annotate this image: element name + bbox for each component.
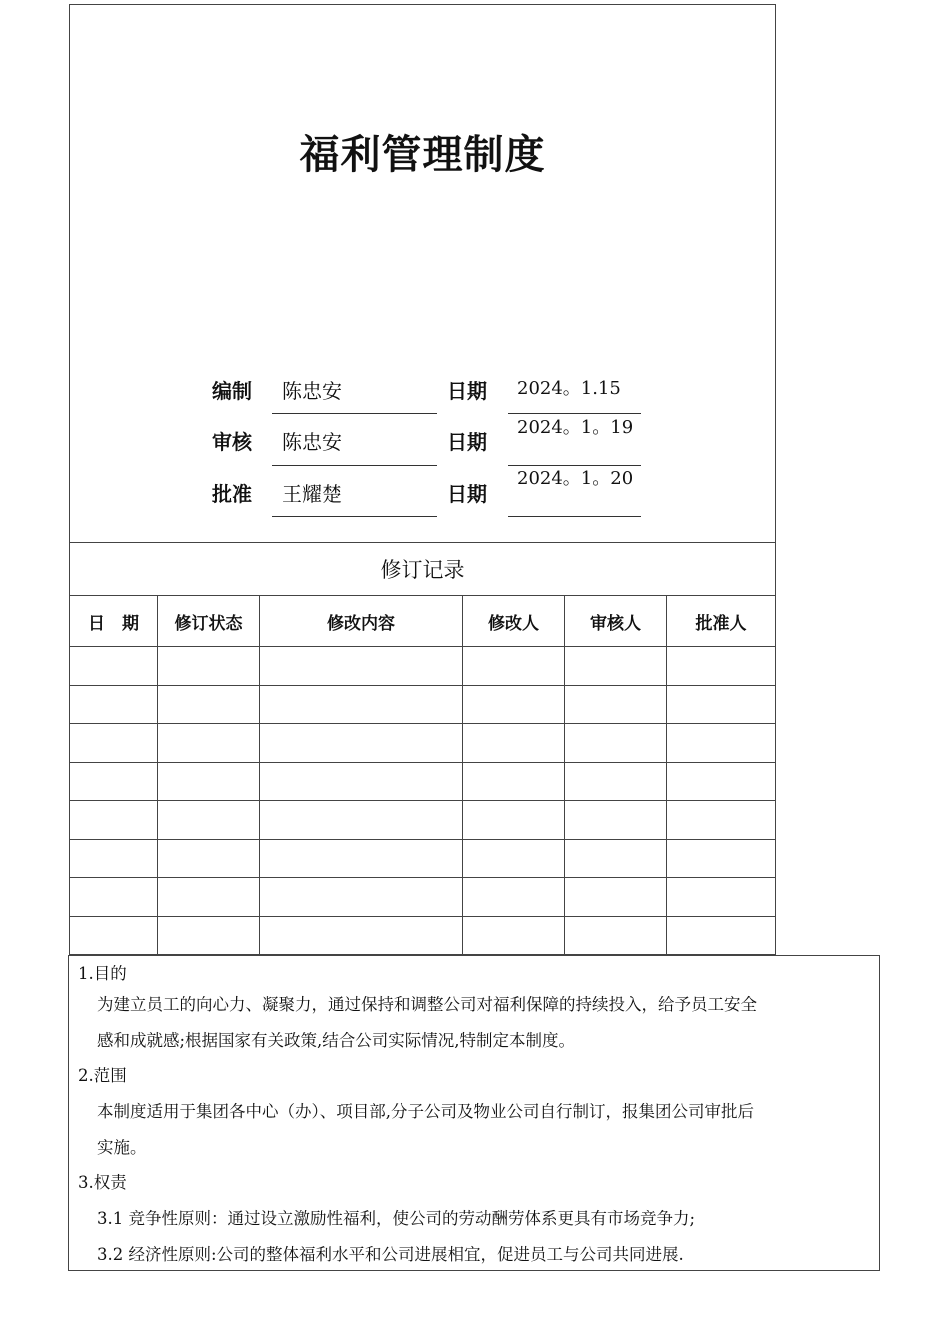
table-cell [565, 878, 667, 917]
table-row [70, 801, 776, 840]
column-header-content: 修改内容 [260, 596, 463, 647]
signoff-name-approved: 王耀楚 [282, 482, 342, 506]
column-header-approver: 批准人 [667, 596, 776, 647]
table-cell [260, 916, 463, 955]
signoff-date-label-approved: 日期 [447, 482, 487, 506]
table-cell [565, 801, 667, 840]
table-cell [260, 762, 463, 801]
signoff-line [272, 516, 437, 517]
table-row [70, 762, 776, 801]
table-cell [463, 762, 565, 801]
purpose-text-line-1: 为建立员工的向心力、凝聚力，通过保持和调整公司对福利保障的持续投入，给予员工安全 [97, 995, 757, 1014]
table-cell [565, 685, 667, 724]
table-row [70, 916, 776, 955]
signoff-date-label-reviewed: 日期 [447, 430, 487, 454]
table-cell [158, 801, 260, 840]
table-cell [158, 647, 260, 686]
table-row [70, 839, 776, 878]
signoff-line [272, 465, 437, 466]
duty-item-2: 3.2 经济性原则:公司的整体福利水平和公司进展相宜，促进员工与公司共同进展. [97, 1245, 684, 1264]
table-cell [260, 801, 463, 840]
signoff-date-prepared: 2024。1.15 [517, 378, 621, 399]
column-header-date: 日 期 [70, 596, 158, 647]
signoff-date-reviewed: 2024。1。19 [517, 417, 634, 438]
revision-table [69, 542, 776, 955]
table-cell [667, 685, 776, 724]
table-cell [667, 801, 776, 840]
table-cell [463, 647, 565, 686]
signoff-line [508, 465, 641, 466]
table-cell [260, 685, 463, 724]
section-heading-purpose: 1.目的 [78, 964, 127, 983]
document-title: 福利管理制度 [299, 132, 546, 178]
table-cell [158, 762, 260, 801]
duty-item-1: 3.1 竞争性原则：通过设立激励性福利，使公司的劳动酬劳体系更具有市场竞争力; [97, 1209, 696, 1228]
table-cell [667, 762, 776, 801]
signoff-label-prepared: 编制 [212, 379, 252, 403]
table-cell [158, 839, 260, 878]
table-cell [463, 801, 565, 840]
signoff-line [508, 413, 641, 414]
table-cell [260, 647, 463, 686]
section-heading-duty: 3.权责 [78, 1173, 127, 1192]
signoff-line [272, 413, 437, 414]
signoff-date-approved: 2024。1。20 [517, 468, 634, 489]
table-cell [70, 916, 158, 955]
table-cell [463, 724, 565, 763]
signoff-label-approved: 批准 [212, 482, 252, 506]
table-row [70, 685, 776, 724]
table-cell [565, 724, 667, 763]
table-row [70, 724, 776, 763]
signoff-label-reviewed: 审核 [212, 430, 252, 454]
purpose-text-line-2: 感和成就感;根据国家有关政策,结合公司实际情况,特制定本制度。 [97, 1031, 576, 1050]
scope-text-line-1: 本制度适用于集团各中心（办）、项目部,分子公司及物业公司自行制订，报集团公司审批后 [97, 1102, 754, 1121]
signoff-line [508, 516, 641, 517]
column-header-reviewer: 审核人 [565, 596, 667, 647]
table-cell [565, 916, 667, 955]
policy-content [68, 955, 880, 1271]
table-cell [260, 878, 463, 917]
table-row [70, 878, 776, 917]
table-cell [70, 685, 158, 724]
table-cell [158, 878, 260, 917]
table-cell [70, 647, 158, 686]
table-cell [667, 916, 776, 955]
table-cell [667, 839, 776, 878]
signoff-name-reviewed: 陈忠安 [282, 430, 342, 454]
column-header-status: 修订状态 [158, 596, 260, 647]
revision-table-title: 修订记录 [70, 543, 776, 596]
section-heading-scope: 2.范围 [78, 1066, 127, 1085]
table-cell [70, 801, 158, 840]
table-cell [260, 724, 463, 763]
table-row [70, 647, 776, 686]
table-cell [565, 647, 667, 686]
table-cell [70, 839, 158, 878]
table-cell [70, 724, 158, 763]
table-cell [70, 762, 158, 801]
table-cell [463, 878, 565, 917]
table-cell [667, 647, 776, 686]
table-cell [565, 762, 667, 801]
scope-text-line-2: 实施。 [97, 1138, 147, 1157]
column-header-modifier: 修改人 [463, 596, 565, 647]
cover-block [69, 4, 776, 543]
table-cell [70, 878, 158, 917]
table-cell [463, 685, 565, 724]
table-cell [565, 839, 667, 878]
table-cell [667, 724, 776, 763]
signoff-name-prepared: 陈忠安 [282, 379, 342, 403]
signoff-date-label-prepared: 日期 [447, 379, 487, 403]
table-cell [260, 839, 463, 878]
table-cell [158, 916, 260, 955]
table-cell [158, 724, 260, 763]
table-cell [463, 839, 565, 878]
table-cell [667, 878, 776, 917]
table-cell [158, 685, 260, 724]
table-cell [463, 916, 565, 955]
